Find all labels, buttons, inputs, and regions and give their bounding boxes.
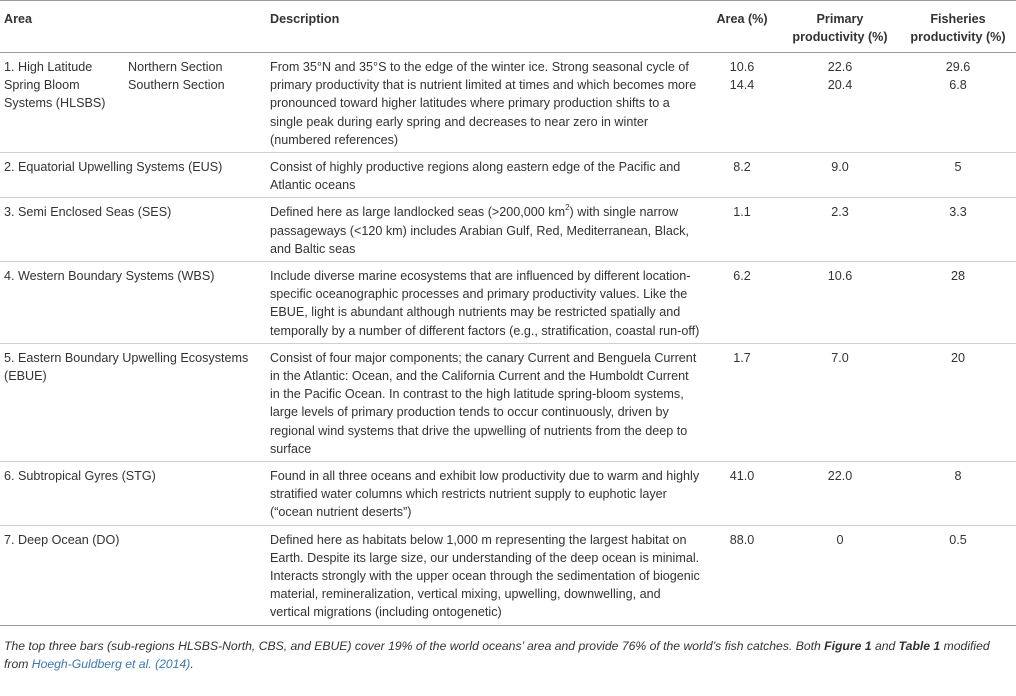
description-cell: Defined here as large landlocked seas (>200,000 $km^2$) with single narrow passageways (<120 km) includes Arabian Gulf, Red, Mediterranean, Black, and Baltic seas <box>270 203 689 256</box>
table-1-link[interactable]: Table 1 <box>898 638 941 653</box>
fisheries-value: 8 <box>954 469 962 484</box>
fisheries-value: 0.5 <box>949 532 967 547</box>
table-row <box>0 262 1016 344</box>
area-name: 4. Western Boundary Systems (WBS) <box>4 269 215 284</box>
primary-value: 0 <box>836 532 844 547</box>
description-cell: Found in all three oceans and exhibit low productivity due to warm and highly stratified water columns which restricts nutrient supply to euphotic layer (“ocean nutrient deserts”) <box>270 469 700 520</box>
area-pct-value: 1.7 <box>733 350 751 365</box>
header-primary-productivity: Primary productivity (%) <box>792 12 888 44</box>
fisheries-value: 6.8 <box>949 78 967 93</box>
table-caption: The top three bars (sub-regions HLSBS-North, CBS, and EBUE) cover 19% of the world oceans’ area and provide 76% of the world’s fish catches. Both Figure 1 and Table 1 modified from Hoegh-Guldberg et al. (2014). <box>4 638 990 671</box>
header-area: Area <box>4 12 33 26</box>
header-area-pct: Area (%) <box>716 12 768 26</box>
area-name: 7. Deep Ocean (DO) <box>4 532 120 547</box>
fisheries-value: 3.3 <box>949 205 967 220</box>
table-row <box>0 343 1016 461</box>
area-pct-value: 6.2 <box>733 269 751 284</box>
description-cell: Defined here as habitats below 1,000 m representing the largest habitat on Earth. Despite its large size, our understanding of the deep ocean is minimal. Interacts strongly with the upper ocean through the sedimentation of biogenic material, remineralization, vertical mixing, upwelling, downwelling, and vertical migrations (including ontogenetic) <box>270 532 700 620</box>
fisheries-value: 20 <box>950 350 965 365</box>
description-cell: Include diverse marine ecosystems that are influenced by different location-specific oceanographic processes and primary productivity values. Like the EBUE, light is abundant although nutrients may be restricted spatially and temporally by a number of different factors (e.g., stratification, coastal run-off) <box>270 269 700 338</box>
table-row <box>0 198 1016 262</box>
primary-value: 9.0 <box>831 160 849 175</box>
table-row <box>0 525 1016 625</box>
primary-value: 10.6 <box>827 269 853 284</box>
area-pct-value: 41.0 <box>729 469 755 484</box>
figure-1-link[interactable]: Figure 1 <box>824 638 872 653</box>
primary-value: 20.4 <box>827 78 853 93</box>
section-label: Northern Section <box>128 60 223 74</box>
area-name: 3. Semi Enclosed Seas (SES) <box>4 205 172 220</box>
area-name: 2. Equatorial Upwelling Systems (EUS) <box>4 160 223 175</box>
description-cell: From 35°N and 35°S to the edge of the winter ice. Strong seasonal cycle of primary productivity that is nutrient limited at times and which becomes more pronounced toward higher latitudes where primary production shifts to a single peak during early spring and decreases to near zero in winter (numbered references) <box>270 60 697 147</box>
description-cell: Consist of highly productive regions along eastern edge of the Pacific and Atlantic oceans <box>270 160 681 193</box>
fisheries-value: 5 <box>954 160 962 175</box>
area-name: 6. Subtropical Gyres (STG) <box>4 469 156 484</box>
header-description: Description <box>270 12 340 26</box>
header-fisheries-productivity: Fisheries productivity (%) <box>910 12 1006 44</box>
section-label: Southern Section <box>128 78 225 93</box>
header-row <box>0 1 1016 53</box>
area-pct-value: 88.0 <box>729 532 755 547</box>
table-row <box>0 53 1016 153</box>
fisheries-value: 29.6 <box>945 60 971 74</box>
fisheries-value: 28 <box>950 269 965 284</box>
citation-link[interactable]: Hoegh-Guldberg et al. (2014) <box>31 656 191 671</box>
primary-value: 7.0 <box>831 350 849 365</box>
area-pct-value: 14.4 <box>729 78 755 93</box>
area-pct-value: 1.1 <box>733 205 751 220</box>
area-name: 5. Eastern Boundary Upwelling Ecosystems (EBUE) <box>4 350 249 384</box>
area-name: 1. High Latitude Spring Bloom Systems (HLSBS) <box>4 60 106 111</box>
table-row <box>0 462 1016 526</box>
area-pct-value: 10.6 <box>729 60 755 74</box>
primary-value: 2.3 <box>831 205 849 220</box>
area-pct-value: 8.2 <box>733 160 751 175</box>
primary-value: 22.0 <box>827 469 853 484</box>
primary-value: 22.6 <box>827 60 853 74</box>
table-row <box>0 153 1016 198</box>
description-cell: Consist of four major components; the canary Current and Benguela Current in the Atlantic: Ocean, and the California Current and the Humboldt Current in the Pacific Ocean. In contrast to the high latitude spring-bloom systems, large levels of primary production tends to occur continuously, driven by regional wind systems that drive the upwelling of nutrients from the deep to surface <box>270 350 697 456</box>
